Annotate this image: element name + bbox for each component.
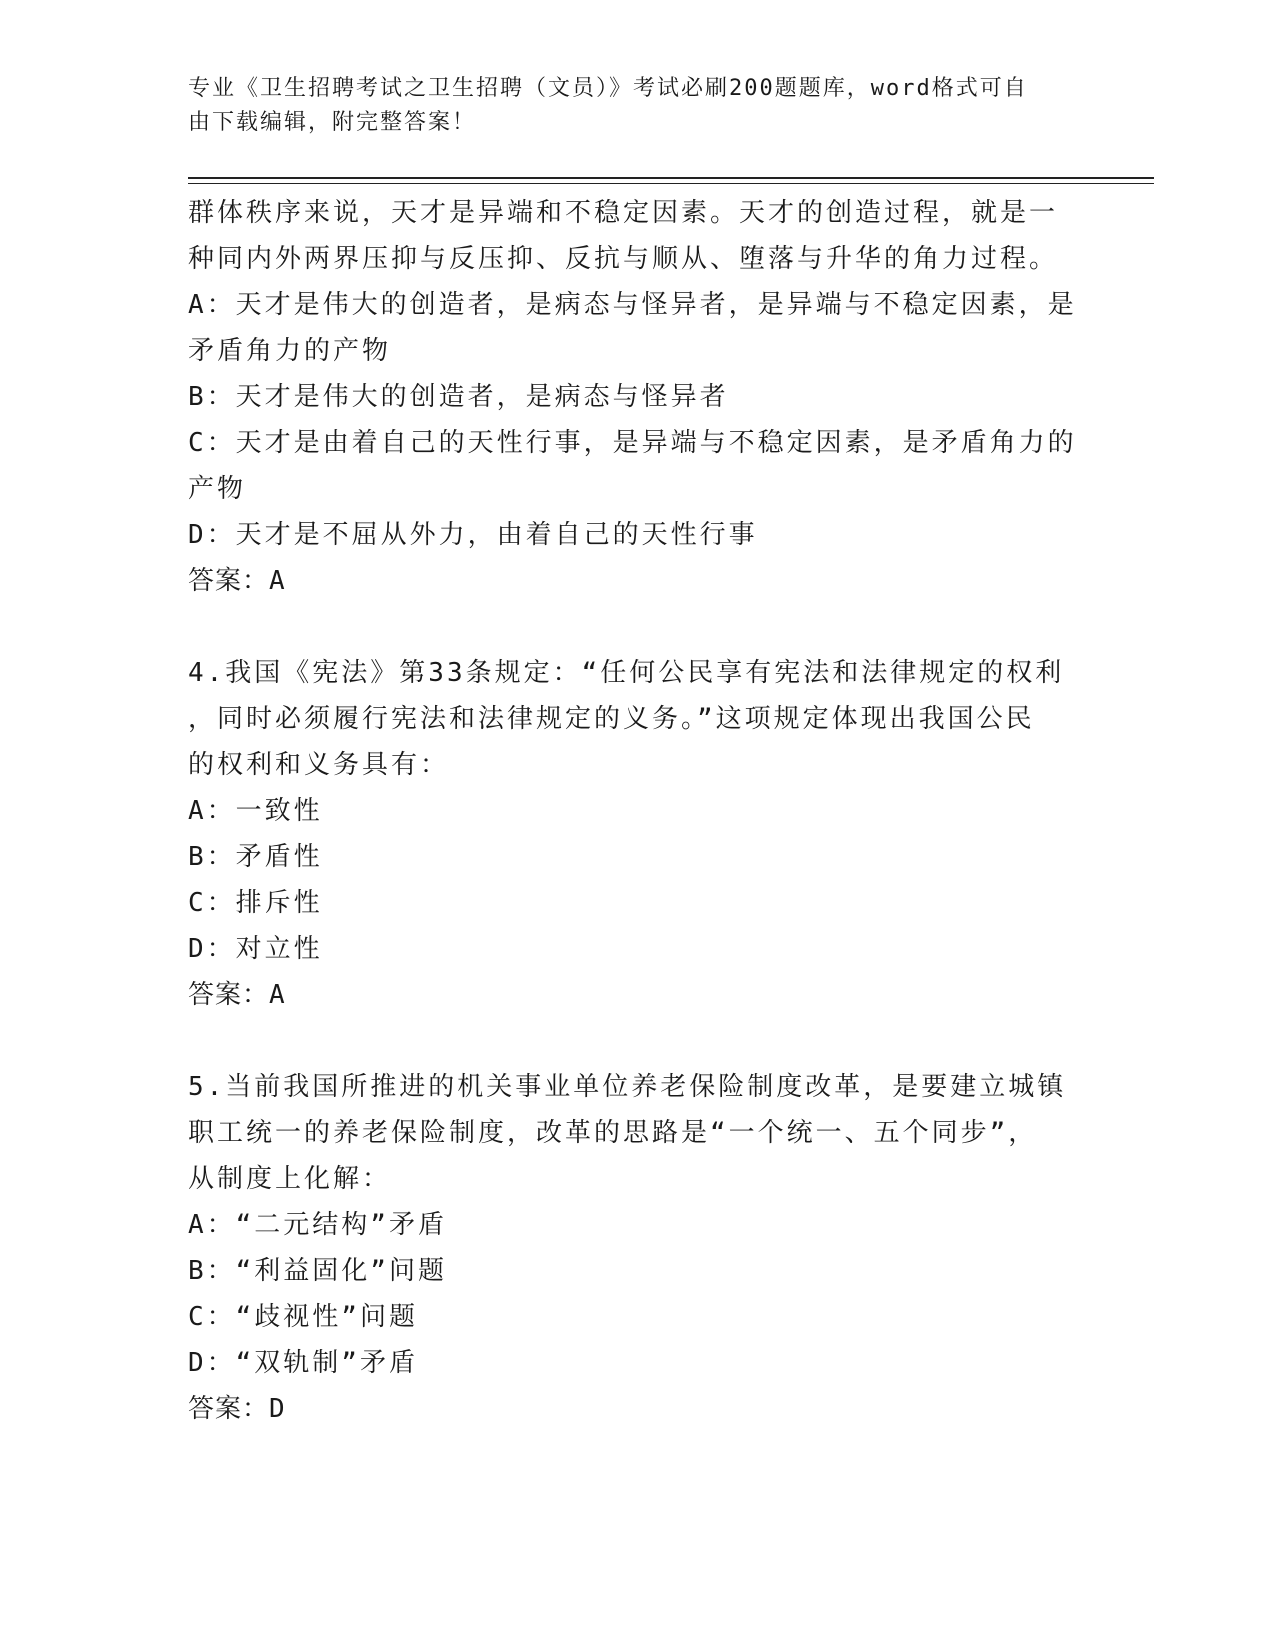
question-text-line: 的权利和义务具有： — [188, 750, 450, 780]
option-b: B：天才是伟大的创造者，是病态与怪异者 — [188, 382, 729, 412]
option-c-continued: 产物 — [188, 474, 247, 504]
question-text-line: 种同内外两界压抑与反压抑、反抗与顺从、堕落与升华的角力过程。 — [188, 244, 1059, 274]
header-line-2: 由下载编辑，附完整答案！ — [188, 110, 477, 135]
question-content — [188, 190, 1088, 1432]
question-5 — [188, 1064, 1088, 1432]
option-b: B：矛盾性 — [188, 842, 323, 872]
header-line-1: 专业《卫生招聘考试之卫生招聘（文员）》考试必刷200题题库，word格式可自 — [188, 76, 1028, 101]
option-b: B：“利益固化”问题 — [188, 1256, 447, 1286]
question-text-line: 5.当前我国所推进的机关事业单位养老保险制度改革，是要建立城镇 — [188, 1072, 1067, 1102]
question-text-line: ，同时必须履行宪法和法律规定的义务。”这项规定体现出我国公民 — [188, 704, 1035, 734]
option-c: C：“歧视性”问题 — [188, 1302, 418, 1332]
spacer — [188, 604, 1088, 650]
option-c: C：排斥性 — [188, 888, 323, 918]
header-divider-thick — [188, 177, 1154, 179]
option-c: C：天才是由着自己的天性行事，是异端与不稳定因素，是矛盾角力的 — [188, 428, 1077, 458]
header-divider-thin — [188, 183, 1154, 184]
question-4 — [188, 650, 1088, 1018]
question-text-line: 职工统一的养老保险制度，改革的思路是“一个统一、五个同步”， — [188, 1118, 1038, 1148]
option-d: D：“双轨制”矛盾 — [188, 1348, 418, 1378]
spacer — [188, 1018, 1088, 1064]
option-a-continued: 矛盾角力的产物 — [188, 336, 392, 366]
answer-line: 答案：D — [188, 1394, 286, 1424]
question-text-line: 群体秩序来说，天才是异端和不稳定因素。天才的创造过程，就是一 — [188, 198, 1059, 228]
question-text-line: 4.我国《宪法》第33条规定：“任何公民享有宪法和法律规定的权利 — [188, 658, 1065, 688]
option-a: A：天才是伟大的创造者，是病态与怪异者，是异端与不稳定因素，是 — [188, 290, 1077, 320]
option-a: A：一致性 — [188, 796, 323, 826]
question-3-tail — [188, 190, 1088, 604]
answer-line: 答案：A — [188, 566, 286, 596]
option-d: D：天才是不屈从外力，由着自己的天性行事 — [188, 520, 758, 550]
option-a: A：“二元结构”矛盾 — [188, 1210, 447, 1240]
option-d: D：对立性 — [188, 934, 323, 964]
question-text-line: 从制度上化解： — [188, 1164, 392, 1194]
answer-line: 答案：A — [188, 980, 286, 1010]
document-header — [188, 72, 1088, 140]
